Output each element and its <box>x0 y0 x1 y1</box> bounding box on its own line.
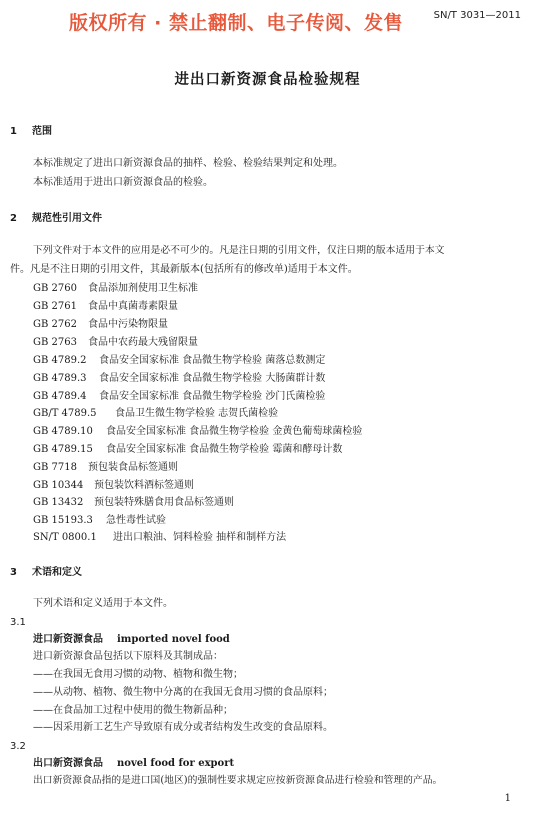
reference-title: 食品安全国家标准 食品微生物学检验 霉菌和酵母计数 <box>106 444 343 455</box>
reference-title: 食品安全国家标准 食品微生物学检验 沙门氏菌检验 <box>99 391 326 402</box>
reference-item <box>33 373 325 385</box>
section-1-heading <box>10 126 52 138</box>
reference-code: GB 15193.3 <box>33 515 93 526</box>
reference-title: 食品卫生微生物学检验 志贺氏菌检验 <box>115 408 279 419</box>
definition-list-item: ——从动物、植物、微生物中分离的在我国无食用习惯的食品原料； <box>33 687 333 698</box>
reference-item <box>33 444 342 456</box>
paragraph: 下列文件对于本文件的应用是必不可少的。凡是注日期的引用文件，仅注日期的版本适用于本文 <box>33 245 445 256</box>
reference-title: 进出口粮油、饲料检验 抽样和制样方法 <box>113 532 287 543</box>
reference-title: 食品安全国家标准 食品微生物学检验 菌落总数测定 <box>99 355 326 366</box>
section-3-heading <box>10 567 82 579</box>
reference-code: GB 4789.2 <box>33 355 87 366</box>
term-chinese: 出口新资源食品 <box>33 758 103 769</box>
reference-item <box>33 337 198 349</box>
reference-item <box>33 408 278 420</box>
document-title: 进出口新资源食品检验规程 <box>174 72 361 88</box>
reference-code: GB 13432 <box>33 497 84 508</box>
term-english: novel food for export <box>117 758 235 769</box>
paragraph: 件。凡是不注日期的引用文件，其最新版本(包括所有的修改单)适用于本文件。 <box>10 264 358 275</box>
section-number: 3 <box>10 567 17 578</box>
reference-title: 预包装特殊膳食用食品标签通则 <box>94 497 234 508</box>
term-heading <box>33 758 234 770</box>
reference-item <box>33 355 325 367</box>
reference-code: GB 2760 <box>33 283 77 294</box>
definition-list-item: ——因采用新工艺生产导致原有成分或者结构发生改变的食品原料。 <box>33 722 333 733</box>
reference-code: GB 2762 <box>33 319 77 330</box>
paragraph: 本标准适用于进出口新资源食品的检验。 <box>33 177 213 188</box>
reference-code: GB 4789.3 <box>33 373 87 384</box>
term-number: 3.2 <box>10 741 26 752</box>
reference-title: 食品中污染物限量 <box>88 319 168 330</box>
definition-list-item: ——在食品加工过程中使用的微生物新品种； <box>33 705 233 716</box>
reference-item <box>33 497 234 509</box>
reference-title: 食品安全国家标准 食品微生物学检验 金黄色葡萄球菌检验 <box>106 426 363 437</box>
reference-item <box>33 301 178 313</box>
reference-item <box>33 426 362 438</box>
term-heading <box>33 634 230 646</box>
copyright-watermark: 版权所有 · 禁止翻制、电子传阅、发售 <box>69 12 403 34</box>
paragraph: 下列术语和定义适用于本文件。 <box>33 598 173 609</box>
reference-title: 食品中真菌毒素限量 <box>88 301 178 312</box>
term-number: 3.1 <box>10 617 26 628</box>
reference-code: GB 4789.10 <box>33 426 93 437</box>
reference-item <box>33 391 325 403</box>
reference-code: GB 2761 <box>33 301 77 312</box>
reference-code: GB 2763 <box>33 337 77 348</box>
reference-code: SN/T 0800.1 <box>33 532 97 543</box>
reference-item <box>33 480 194 492</box>
section-2-heading <box>10 213 102 225</box>
definition-list-item: ——在我国无食用习惯的动物、植物和微生物； <box>33 669 243 680</box>
reference-item <box>33 462 178 474</box>
reference-title: 急性毒性试验 <box>106 515 166 526</box>
section-title: 范围 <box>32 126 52 137</box>
page-number: 1 <box>504 793 511 804</box>
reference-item <box>33 515 166 527</box>
reference-title: 食品添加剂使用卫生标准 <box>88 283 198 294</box>
term-chinese: 进口新资源食品 <box>33 634 103 645</box>
reference-title: 预包装食品标签通则 <box>88 462 178 473</box>
reference-code: GB/T 4789.5 <box>33 408 97 419</box>
term-english: imported novel food <box>117 634 230 645</box>
reference-title: 食品中农药最大残留限量 <box>88 337 198 348</box>
section-title: 术语和定义 <box>32 567 82 578</box>
reference-item <box>33 319 168 331</box>
reference-code: GB 10344 <box>33 480 84 491</box>
section-number: 2 <box>10 213 17 224</box>
reference-title: 预包装饮料酒标签通则 <box>94 480 194 491</box>
standard-code: SN/T 3031—2011 <box>433 10 521 21</box>
reference-code: GB 4789.15 <box>33 444 93 455</box>
reference-code: GB 7718 <box>33 462 77 473</box>
reference-item <box>33 532 286 544</box>
reference-code: GB 4789.4 <box>33 391 87 402</box>
section-number: 1 <box>10 126 17 137</box>
term-definition: 进口新资源食品包括以下原料及其制成品： <box>33 651 223 662</box>
section-title: 规范性引用文件 <box>32 213 102 224</box>
reference-title: 食品安全国家标准 食品微生物学检验 大肠菌群计数 <box>99 373 326 384</box>
reference-item <box>33 283 198 295</box>
term-definition: 出口新资源食品指的是进口国(地区)的强制性要求规定应按新资源食品进行检验和管理的产品。 <box>33 775 443 786</box>
paragraph: 本标准规定了进出口新资源食品的抽样、检验、检验结果判定和处理。 <box>33 158 343 169</box>
